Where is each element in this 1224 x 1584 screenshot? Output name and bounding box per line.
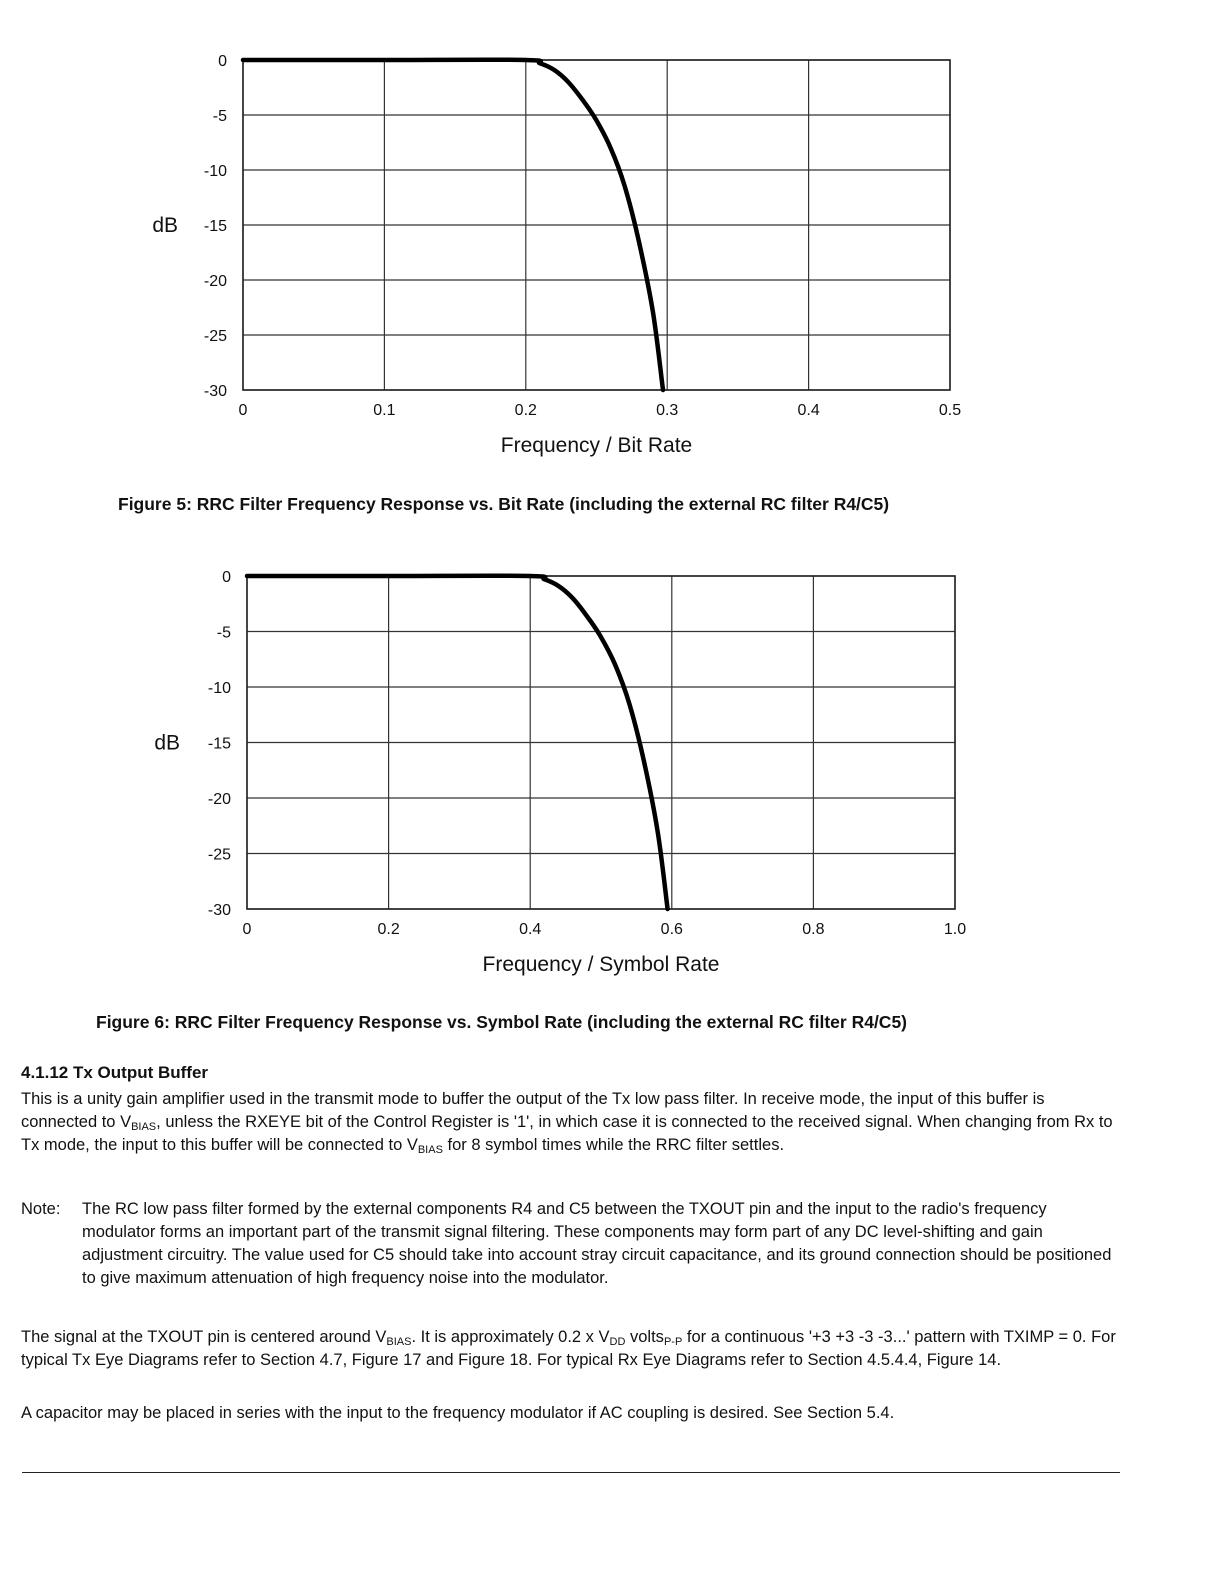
x-tick-label: 0.1 bbox=[373, 402, 396, 419]
x-tick-label: 0.3 bbox=[656, 402, 679, 419]
vbias-subscript: BIAS bbox=[386, 1336, 412, 1348]
x-tick-label: 0.5 bbox=[938, 402, 962, 419]
y-tick-label: -30 bbox=[203, 383, 227, 400]
vbias-subscript: BIAS bbox=[131, 1121, 157, 1133]
y-tick-label: 0 bbox=[218, 53, 227, 70]
para1-text-c: for 8 symbol times while the RRC filter settles. bbox=[442, 1136, 785, 1154]
y-axis-label: dB bbox=[154, 731, 180, 755]
para2-text-b: . It is approximately 0.2 x V bbox=[411, 1328, 610, 1346]
para1-text-b: , unless the RXEYE bit of the Control Register is '1', in which case it is connected to the received signal. When changing from Rx to Tx mode, the input to this buffer will be connected to V bbox=[21, 1113, 1113, 1154]
x-tick-label: 0.2 bbox=[514, 402, 537, 419]
para2-text-c: volts bbox=[625, 1328, 664, 1346]
section-heading: 4.1.12 Tx Output Buffer bbox=[21, 1063, 209, 1082]
x-tick-label: 0.2 bbox=[377, 921, 400, 938]
x-tick-label: 0.6 bbox=[660, 921, 683, 938]
y-tick-label: -20 bbox=[207, 791, 231, 808]
vbias-subscript: BIAS bbox=[417, 1144, 443, 1156]
para2-text-d: for a continuous '+3 +3 -3 -3...' pattern with TXIMP = 0. For typical Tx Eye Diagrams refer to Section 4.7, Figure 17 and Figure 18. For typical Rx Eye Diagrams refer to Section 4.5.4.4, Figure 14. bbox=[21, 1328, 1116, 1369]
para1-text-a: This is a unity gain amplifier used in the transmit mode to buffer the output of the Tx low pass filter. In receive mode, the input of this buffer is connected to V bbox=[21, 1090, 1045, 1131]
x-tick-label: 0.8 bbox=[802, 921, 825, 938]
x-tick-label: 0 bbox=[242, 921, 252, 938]
paragraph-tx-buffer bbox=[21, 1088, 1121, 1157]
y-axis-label: dB bbox=[152, 214, 178, 237]
pp-subscript: P-P bbox=[663, 1336, 683, 1348]
vdd-subscript: DD bbox=[609, 1336, 626, 1348]
chart-figure-6 bbox=[0, 556, 1224, 986]
x-tick-label: 0.4 bbox=[797, 402, 820, 419]
figure-6-caption: Figure 6: RRC Filter Frequency Response vs. Symbol Rate (including the external RC filter R4/C5) bbox=[96, 1012, 907, 1032]
note-block bbox=[21, 1198, 1121, 1290]
note-text: The RC low pass filter formed by the external components R4 and C5 between the TXOUT pin and the input to the radio's frequency modulator forms an important part of the transmit signal filtering. These components may form part of any DC level-shifting and gain adjustment circuitry. The value used for C5 should take into account stray circuit capacitance, and its ground connection should be positioned to give maximum attenuation of high frequency noise into the modulator. bbox=[82, 1200, 1112, 1287]
y-tick-label: -10 bbox=[207, 680, 231, 697]
y-tick-label: 0 bbox=[222, 569, 231, 586]
y-tick-label: -30 bbox=[207, 902, 231, 919]
x-axis-label: Frequency / Symbol Rate bbox=[482, 953, 720, 976]
y-tick-label: -5 bbox=[212, 108, 227, 125]
paragraph-ac-coupling: A capacitor may be placed in series with the input to the frequency modulator if AC coupling is desired. See Section 5.4. bbox=[21, 1404, 895, 1422]
y-tick-label: -15 bbox=[207, 735, 231, 753]
figure-5-caption: Figure 5: RRC Filter Frequency Response vs. Bit Rate (including the external RC filter R4/C5) bbox=[118, 494, 890, 514]
y-tick-label: -25 bbox=[203, 328, 227, 345]
y-tick-label: -15 bbox=[203, 218, 227, 235]
x-tick-label: 1.0 bbox=[943, 921, 967, 938]
y-tick-label: -5 bbox=[216, 624, 231, 642]
footer-divider bbox=[22, 1472, 1120, 1473]
para2-text-a: The signal at the TXOUT pin is centered around V bbox=[21, 1328, 387, 1346]
paragraph-txout-signal bbox=[21, 1326, 1121, 1372]
y-tick-label: -25 bbox=[207, 846, 231, 864]
note-label: Note: bbox=[21, 1200, 61, 1218]
chart-figure-5 bbox=[0, 40, 1224, 470]
y-tick-label: -20 bbox=[203, 273, 227, 290]
x-tick-label: 0.4 bbox=[519, 921, 542, 938]
x-tick-label: 0 bbox=[238, 402, 248, 419]
x-axis-label: Frequency / Bit Rate bbox=[500, 434, 693, 457]
y-tick-label: -10 bbox=[203, 163, 227, 180]
